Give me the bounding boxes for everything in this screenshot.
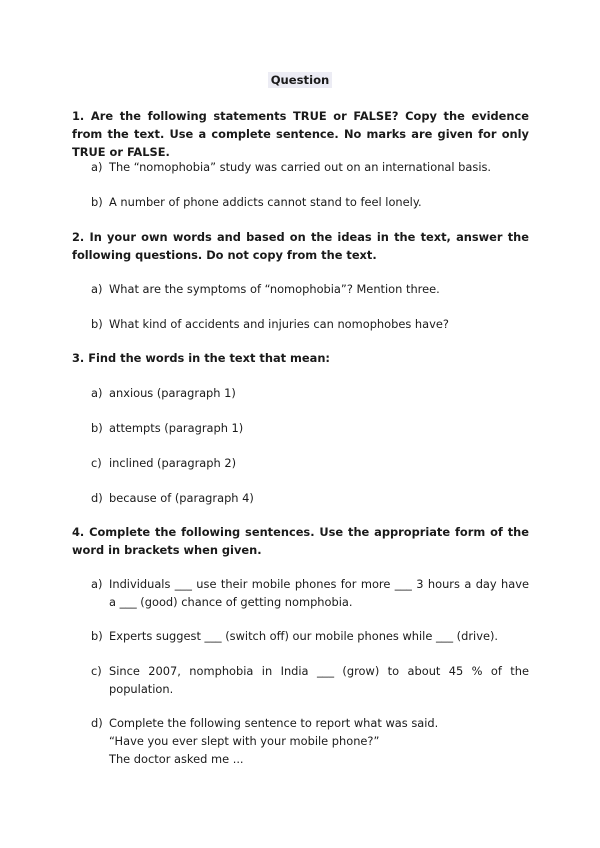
item-text: Complete the following sentence to report what was said. — [109, 716, 439, 730]
question-3-prompt: 3. Find the words in the text that mean: — [72, 351, 330, 365]
reported-speech-stem: The doctor asked me ... — [109, 752, 244, 766]
question-1-prompt: 1. Are the following statements TRUE or FALSE? Copy the evidence from the text. Use a complete sentence. No marks are given for only TRUE or FALSE. — [72, 109, 529, 159]
reported-question-quote: “Have you ever slept with your mobile phone?” — [109, 734, 380, 748]
question-3-item-b — [91, 419, 529, 437]
question-2-item-b — [91, 315, 529, 333]
item-label: b) — [91, 629, 103, 643]
item-text: anxious (paragraph 1) — [109, 386, 236, 400]
question-2-prompt: 2. In your own words and based on the ideas in the text, answer the following questions. Do not copy from the text. — [72, 230, 529, 262]
page-title: Question — [0, 73, 600, 87]
item-text: attempts (paragraph 1) — [109, 421, 244, 435]
item-text: Experts suggest ___ (switch off) our mobile phones while ___ (drive). — [109, 629, 499, 643]
item-label: b) — [91, 421, 103, 435]
question-2-item-a — [91, 280, 529, 298]
question-4-item-a — [91, 575, 529, 611]
question-4-prompt: 4. Complete the following sentences. Use the appropriate form of the word in brackets when given. — [72, 525, 529, 557]
item-text: What kind of accidents and injuries can nomophobes have? — [109, 317, 449, 331]
question-1-item-b — [91, 193, 529, 211]
item-label: c) — [91, 664, 102, 678]
item-label: b) — [91, 195, 103, 209]
question-1-item-a — [91, 158, 529, 176]
item-label: d) — [91, 716, 103, 730]
item-text: The “nomophobia” study was carried out on an international basis. — [109, 160, 492, 174]
item-text: Individuals ___ use their mobile phones for more ___ 3 hours a day have a ___ (good) chance of getting nomphobia. — [109, 577, 529, 609]
item-label: b) — [91, 317, 103, 331]
question-4-item-d — [91, 714, 529, 768]
question-4-item-c — [91, 662, 529, 698]
item-label: d) — [91, 491, 103, 505]
item-text: Since 2007, nomphobia in India ___ (grow) to about 45 % of the population. — [109, 664, 529, 696]
item-label: a) — [91, 160, 103, 174]
item-text: inclined (paragraph 2) — [109, 456, 237, 470]
item-label: a) — [91, 577, 103, 591]
item-label: a) — [91, 386, 103, 400]
item-label: c) — [91, 456, 102, 470]
item-text: because of (paragraph 4) — [109, 491, 254, 505]
item-label: a) — [91, 282, 103, 296]
question-4-item-b — [91, 627, 529, 645]
item-text: What are the symptoms of “nomophobia”? Mention three. — [109, 282, 440, 296]
question-3-item-d — [91, 489, 529, 507]
question-3-item-c — [91, 454, 529, 472]
item-text: A number of phone addicts cannot stand to feel lonely. — [109, 195, 422, 209]
question-3-item-a — [91, 384, 529, 402]
